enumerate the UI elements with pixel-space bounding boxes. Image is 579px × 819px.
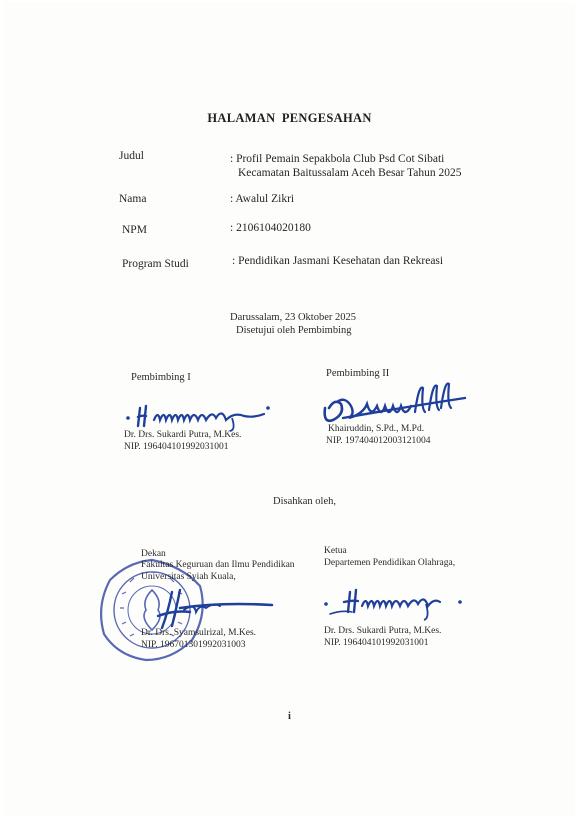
field-label-npm: NPM [122,224,147,236]
approved-by-label: Disetujui oleh Pembimbing [236,325,352,336]
supervisor-2-role: Pembimbing II [326,368,390,379]
field-value-judul-line1: : Profil Pemain Sepakbola Club Psd Cot Sibati [230,153,445,165]
field-value-judul-line2: Kecamatan Baitussalam Aceh Besar Tahun 2025 [238,167,462,179]
supervisor-2-name: Khairuddin, S.Pd., M.Pd. [328,424,425,434]
supervisor-1-role: Pembimbing I [131,372,191,383]
field-value-program-studi: : Pendidikan Jasmani Kesehatan dan Rekreasi [232,255,444,267]
dean-unit-line2: Universitas Syiah Kuala, [141,572,236,582]
supervisor-2-nip: NIP. 197404012003121004 [326,436,431,446]
chair-name: Dr. Drs. Sukardi Putra, M.Kes. [324,626,442,636]
supervisor-1-nip: NIP. 196404101992031001 [124,442,229,452]
ratified-by-label: Disahkan oleh, [273,496,336,507]
page-title: HALAMAN PENGESAHAN [207,111,372,125]
chair-role: Ketua [324,546,347,556]
chair-nip: NIP. 196404101992031001 [324,638,429,648]
field-label-nama: Nama [119,193,147,205]
field-label-program-studi: Program Studi [122,258,189,270]
field-value-nama: : Awalul Zikri [230,193,295,205]
page-number: i [288,711,291,722]
supervisor-1-signature-icon [122,396,272,432]
field-label-judul: Judul [119,150,144,162]
dean-name: Dr. Drs. Syamsulrizal, M.Kes. [141,628,257,638]
chair-unit: Departemen Pendidikan Olahraga, [324,558,456,568]
supervisor-1-name: Dr. Drs. Sukardi Putra, M.Kes. [124,430,242,440]
chair-signature-icon [322,586,470,622]
dean-nip: NIP. 196701301992031003 [141,640,246,650]
dean-role: Dekan [141,549,166,559]
date-line: Darussalam, 23 Oktober 2025 [230,312,356,323]
dean-unit-line1: Fakultas Keguruan dan Ilmu Pendidikan [141,560,295,570]
field-value-npm: : 2106104020180 [230,222,311,234]
